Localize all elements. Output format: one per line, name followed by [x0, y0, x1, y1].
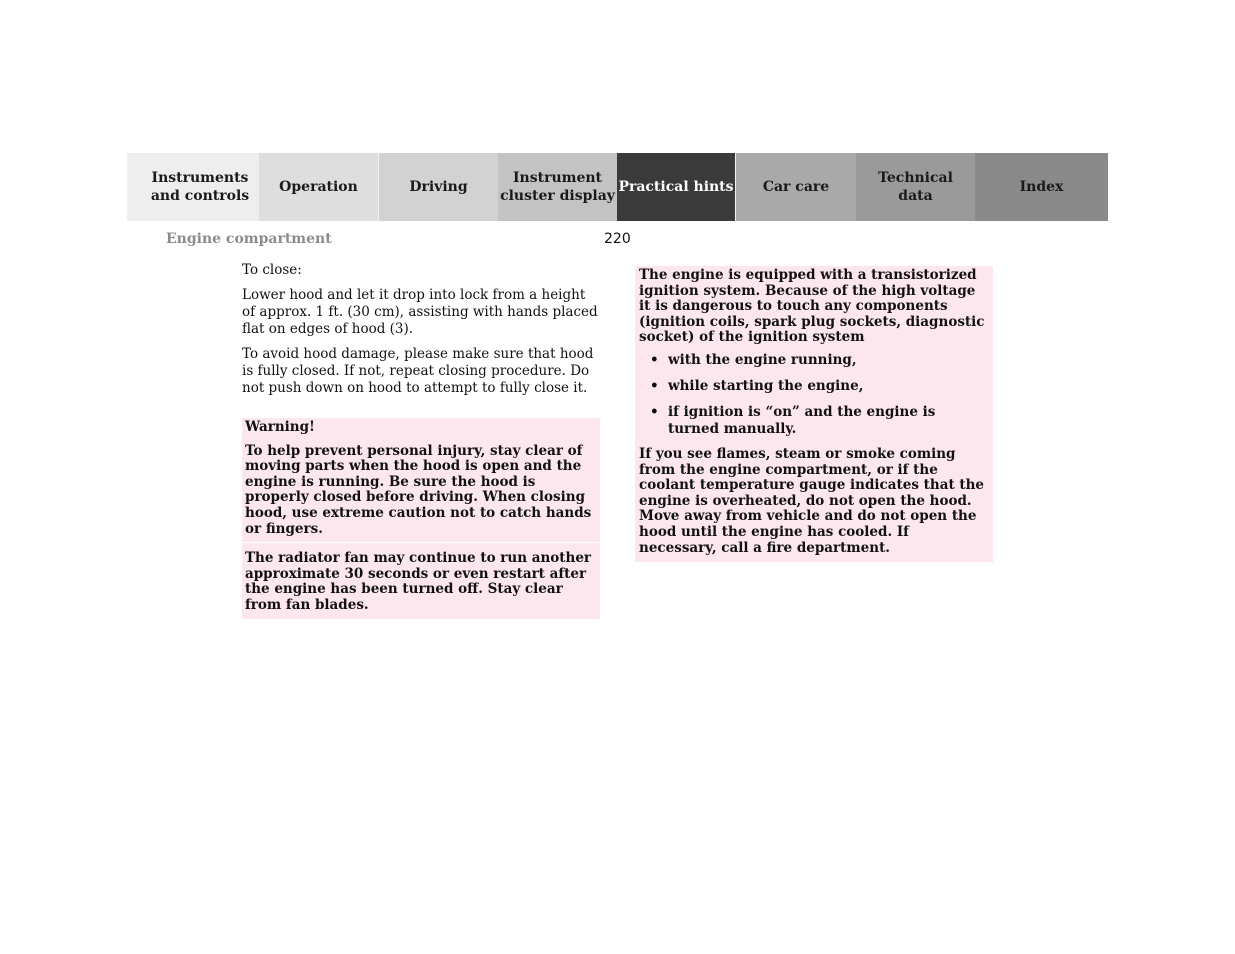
warning-block-personal-injury: [242, 418, 600, 542]
list-item: [639, 378, 987, 395]
paragraph-avoid-damage: To avoid hood damage, please make sure that hood is fully closed. If not, repeat closing procedure. Do not push down on hood to attempt to fully close it.: [242, 346, 594, 396]
bullet-text: if ignition is “on” and the engine is turned manually.: [668, 403, 936, 437]
bullet-glyph: •: [650, 403, 659, 420]
bullet-text: with the engine running,: [668, 351, 857, 368]
tab-instruments-and-controls[interactable]: Instruments and controls: [127, 153, 259, 221]
tab-car-care[interactable]: Car care: [736, 153, 856, 221]
bullet-text: while starting the engine,: [668, 377, 864, 394]
tab-driving[interactable]: Driving: [379, 153, 498, 221]
warning-box: [242, 418, 600, 619]
page-number: 220: [604, 231, 631, 247]
ignition-intro: The engine is equipped with a transistorized ignition system. Because of the high voltage it is dangerous to touch any components (ignition coils, spark plug sockets, diagnostic socket) of the ignition system: [639, 267, 985, 346]
tab-technical-data[interactable]: Technical data: [856, 153, 975, 221]
tab-instrument-cluster-display[interactable]: Instrument cluster display: [498, 153, 617, 221]
left-column: [242, 262, 600, 619]
bullet-glyph: •: [650, 377, 659, 394]
tab-index[interactable]: Index: [975, 153, 1108, 221]
warning-heading: Warning!: [245, 419, 315, 435]
bullet-glyph: •: [650, 351, 659, 368]
ignition-bullet-list: [639, 352, 987, 438]
tab-practical-hints[interactable]: Practical hints: [617, 153, 736, 221]
warning-text-moving-parts: To help prevent personal injury, stay clear of moving parts when the hood is open and the engine is running. Be sure the hood is properly closed before driving. When closing hood, use extreme caution not to catch hands or fingers.: [245, 442, 592, 537]
chapter-tab-bar: [127, 153, 1108, 221]
fire-warning-text: If you see flames, steam or smoke coming from the engine compartment, or if the coolant temperature gauge indicates that the engine is overheated, do not open the hood. Move away from vehicle and do not open the hood until the engine has cooled. If necessary, call a fire department.: [639, 445, 985, 556]
list-item: [639, 404, 987, 438]
warning-text-radiator-fan: The radiator fan may continue to run another approximate 30 seconds or even restart after the engine has been turned off. Stay clear from fan blades.: [245, 550, 592, 613]
paragraph-lower-hood: Lower hood and let it drop into lock from a height of approx. 1 ft. (30 cm), assisting with hands placed flat on edges of hood (3).: [242, 287, 598, 337]
list-item: [639, 352, 987, 369]
ignition-warning-box: [635, 266, 993, 562]
tab-operation[interactable]: Operation: [259, 153, 379, 221]
paragraph-to-close: To close:: [242, 262, 302, 278]
warning-block-radiator-fan: [242, 542, 600, 618]
section-title: Engine compartment: [166, 231, 332, 247]
